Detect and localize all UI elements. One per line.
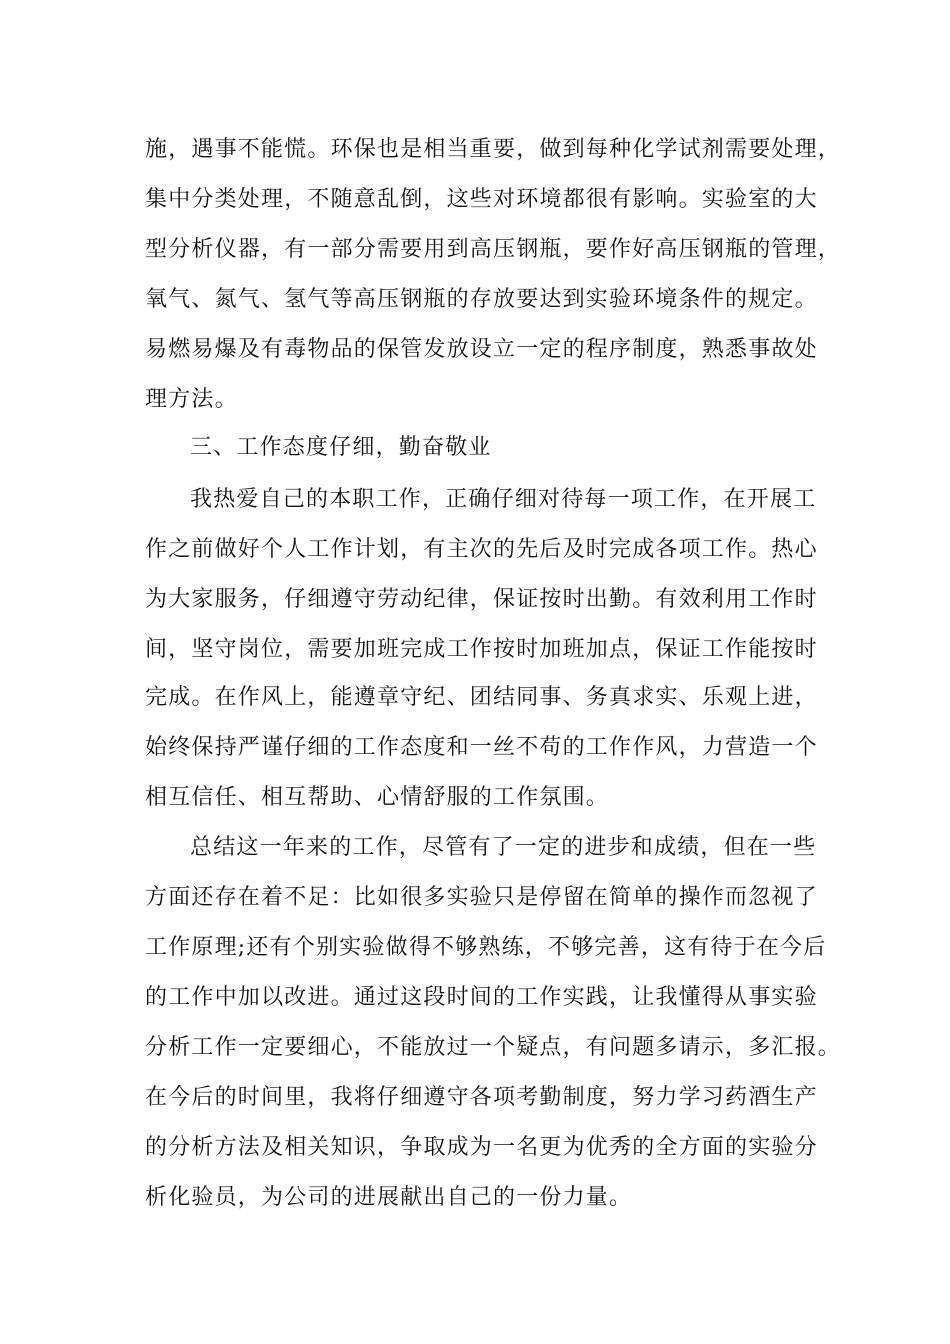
- text-line: 相互信任、相互帮助、心情舒服的工作氛围。: [145, 785, 610, 810]
- text-line: 分析工作一定要细心，不能放过一个疑点，有问题多请示，多汇报。: [145, 1035, 842, 1060]
- text-line: 施，遇事不能慌。环保也是相当重要，做到每种化学试剂需要处理，: [145, 137, 842, 162]
- text-line: 易燃易爆及有毒物品的保管发放设立一定的程序制度，熟悉事故处: [145, 337, 818, 362]
- text-line: 完成。在作风上，能遵章守纪、团结同事、务真求实、乐观上进，: [145, 685, 818, 710]
- text-line: 的工作中加以改进。通过这段时间的工作实践，让我懂得从事实验: [145, 985, 818, 1010]
- text-line: 为大家服务，仔细遵守劳动纪律，保证按时出勤。有效利用工作时: [145, 587, 818, 612]
- text-line: 我热爱自己的本职工作，正确仔细对待每一项工作，在开展工: [190, 487, 817, 512]
- text-line: 始终保持严谨仔细的工作态度和一丝不苟的工作作风，力营造一个: [145, 735, 818, 760]
- text-line: 理方法。: [145, 387, 238, 412]
- text-line: 工作原理;还有个别实验做得不够熟练，不够完善，这有待于在今后: [145, 935, 827, 960]
- text-line: 间，坚守岗位，需要加班完成工作按时加班加点，保证工作能按时: [145, 637, 818, 662]
- text-line: 氧气、氮气、氢气等高压钢瓶的存放要达到实验环境条件的规定。: [145, 287, 818, 312]
- text-line: 的分析方法及相关知识，争取成为一名更为优秀的全方面的实验分: [145, 1135, 818, 1160]
- text-line: 析化验员，为公司的进展献出自己的一份力量。: [145, 1185, 633, 1210]
- text-line: 在今后的时间里，我将仔细遵守各项考勤制度，努力学习药酒生产: [145, 1085, 818, 1110]
- text-line: 总结这一年来的工作，尽管有了一定的进步和成绩，但在一些: [190, 835, 817, 860]
- text-line: 作之前做好个人工作计划，有主次的先后及时完成各项工作。热心: [145, 537, 818, 562]
- section-heading: 三、工作态度仔细，勤奋敬业: [190, 435, 492, 460]
- text-line: 集中分类处理，不随意乱倒，这些对环境都很有影响。实验室的大: [145, 187, 818, 212]
- text-line: 方面还存在着不足：比如很多实验只是停留在简单的操作而忽视了: [145, 885, 818, 910]
- text-line: 型分析仪器，有一部分需要用到高压钢瓶，要作好高压钢瓶的管理，: [145, 237, 842, 262]
